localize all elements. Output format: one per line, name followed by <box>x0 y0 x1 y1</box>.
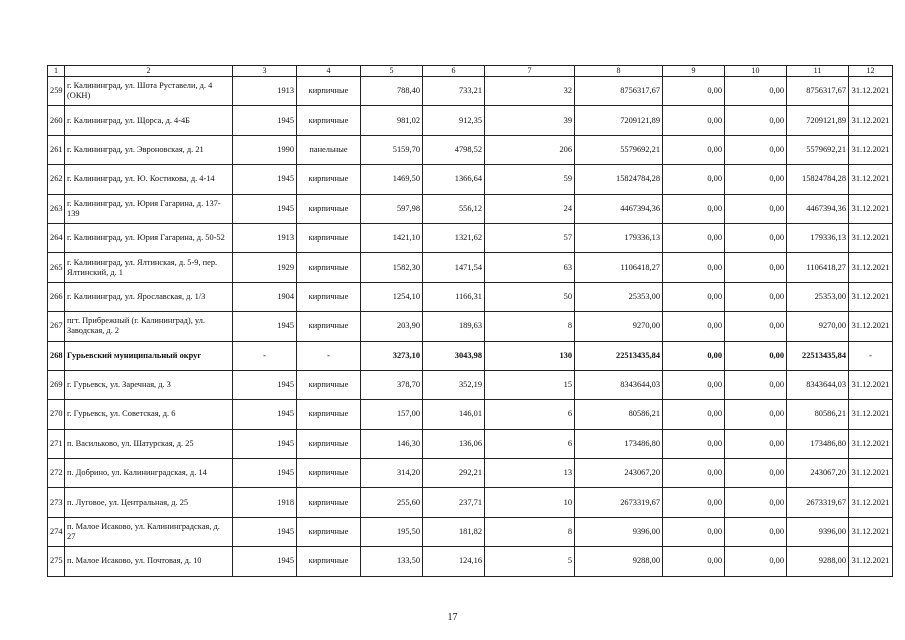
deadline-date-cell: 31.12.2021 <box>849 400 893 429</box>
living-area-cell: 556,12 <box>423 194 485 223</box>
year-cell: 1945 <box>233 547 297 576</box>
residents-count-cell: 50 <box>485 282 575 311</box>
address-cell: г. Калининград, ул. Щорса, д. 4-4Б <box>65 106 233 135</box>
residents-count-cell: 206 <box>485 135 575 164</box>
column-number-5: 5 <box>361 66 423 77</box>
cost-col9-cell: 0,00 <box>663 459 725 488</box>
year-cell: 1945 <box>233 165 297 194</box>
cost-col11-cell: 173486,80 <box>787 429 849 458</box>
deadline-date-cell: 31.12.2021 <box>849 517 893 546</box>
cost-col11-cell: 2673319,67 <box>787 488 849 517</box>
row-number: 264 <box>48 223 65 252</box>
row-number: 272 <box>48 459 65 488</box>
cost-col11-cell: 179336,13 <box>787 223 849 252</box>
wall-material-cell: кирпичные <box>297 429 361 458</box>
address-cell: пгт. Прибрежный (г. Калининград), ул. Заводская, д. 2 <box>65 312 233 341</box>
address-cell: г. Калининград, ул. Юрия Гагарина, д. 50-52 <box>65 223 233 252</box>
residents-count-cell: 130 <box>485 341 575 370</box>
living-area-cell: 352,19 <box>423 370 485 399</box>
wall-material-cell: кирпичные <box>297 400 361 429</box>
year-cell: 1945 <box>233 429 297 458</box>
wall-material-cell: кирпичные <box>297 194 361 223</box>
wall-material-cell: кирпичные <box>297 547 361 576</box>
deadline-date-cell: 31.12.2021 <box>849 488 893 517</box>
table-row <box>48 253 893 282</box>
cost-col9-cell: 0,00 <box>663 77 725 106</box>
living-area-cell: 181,82 <box>423 517 485 546</box>
wall-material-cell: кирпичные <box>297 517 361 546</box>
address-cell: г. Калининград, ул. Юрия Гагарина, д. 137-139 <box>65 194 233 223</box>
cost-col9-cell: 0,00 <box>663 312 725 341</box>
year-cell: 1945 <box>233 312 297 341</box>
row-number: 261 <box>48 135 65 164</box>
living-area-cell: 189,63 <box>423 312 485 341</box>
table-row <box>48 370 893 399</box>
column-number-11: 11 <box>787 66 849 77</box>
address-cell: Гурьевский муниципальный округ <box>65 341 233 370</box>
cost-col10-cell: 0,00 <box>725 341 787 370</box>
row-number: 267 <box>48 312 65 341</box>
address-cell: г. Гурьевск, ул. Заречная, д. 3 <box>65 370 233 399</box>
year-cell: 1929 <box>233 253 297 282</box>
row-number: 270 <box>48 400 65 429</box>
row-number: 269 <box>48 370 65 399</box>
deadline-date-cell: 31.12.2021 <box>849 370 893 399</box>
row-number: 262 <box>48 165 65 194</box>
cost-col9-cell: 0,00 <box>663 282 725 311</box>
cost-col11-cell: 9396,00 <box>787 517 849 546</box>
cost-col11-cell: 25353,00 <box>787 282 849 311</box>
cost-col10-cell: 0,00 <box>725 106 787 135</box>
row-number: 259 <box>48 77 65 106</box>
cost-col10-cell: 0,00 <box>725 429 787 458</box>
wall-material-cell: кирпичные <box>297 77 361 106</box>
cost-col9-cell: 0,00 <box>663 135 725 164</box>
column-number-10: 10 <box>725 66 787 77</box>
row-number: 271 <box>48 429 65 458</box>
residents-count-cell: 15 <box>485 370 575 399</box>
residents-count-cell: 63 <box>485 253 575 282</box>
cost-col9-cell: 0,00 <box>663 106 725 135</box>
residents-count-cell: 10 <box>485 488 575 517</box>
table-row <box>48 517 893 546</box>
row-number: 265 <box>48 253 65 282</box>
wall-material-cell: панельные <box>297 135 361 164</box>
page-number: 17 <box>447 612 458 623</box>
cost-col9-cell: 0,00 <box>663 223 725 252</box>
living-area-cell: 4798,52 <box>423 135 485 164</box>
wall-material-cell: кирпичные <box>297 370 361 399</box>
total-area-cell: 597,98 <box>361 194 423 223</box>
cost-total-cell: 15824784,28 <box>575 165 663 194</box>
cost-col10-cell: 0,00 <box>725 135 787 164</box>
cost-col11-cell: 80586,21 <box>787 400 849 429</box>
deadline-date-cell: 31.12.2021 <box>849 194 893 223</box>
total-area-cell: 1582,30 <box>361 253 423 282</box>
cost-total-cell: 8756317,67 <box>575 77 663 106</box>
cost-col9-cell: 0,00 <box>663 165 725 194</box>
total-area-cell: 5159,70 <box>361 135 423 164</box>
address-cell: п. Добрино, ул. Калининградская, д. 14 <box>65 459 233 488</box>
address-cell: п. Васильково, ул. Шатурская, д. 25 <box>65 429 233 458</box>
cost-col11-cell: 5579692,21 <box>787 135 849 164</box>
row-number: 266 <box>48 282 65 311</box>
cost-col10-cell: 0,00 <box>725 77 787 106</box>
living-area-cell: 1166,31 <box>423 282 485 311</box>
cost-col11-cell: 15824784,28 <box>787 165 849 194</box>
wall-material-cell: кирпичные <box>297 106 361 135</box>
total-area-cell: 146,30 <box>361 429 423 458</box>
cost-col10-cell: 0,00 <box>725 165 787 194</box>
total-area-cell: 255,60 <box>361 488 423 517</box>
cost-col10-cell: 0,00 <box>725 400 787 429</box>
residents-count-cell: 59 <box>485 165 575 194</box>
year-cell: - <box>233 341 297 370</box>
cost-col9-cell: 0,00 <box>663 429 725 458</box>
cost-total-cell: 173486,80 <box>575 429 663 458</box>
cost-col10-cell: 0,00 <box>725 488 787 517</box>
deadline-date-cell: 31.12.2021 <box>849 282 893 311</box>
deadline-date-cell: 31.12.2021 <box>849 253 893 282</box>
living-area-cell: 136,06 <box>423 429 485 458</box>
cost-col11-cell: 8756317,67 <box>787 77 849 106</box>
table-body <box>48 66 893 577</box>
wall-material-cell: - <box>297 341 361 370</box>
row-number: 274 <box>48 517 65 546</box>
total-area-cell: 1254,10 <box>361 282 423 311</box>
address-cell: г. Калининград, ул. Шота Руставели, д. 4 (ОКН) <box>65 77 233 106</box>
address-cell: г. Калининград, ул. Ялтинская, д. 5-9, пер. Ялтинский, д. 1 <box>65 253 233 282</box>
table-row <box>48 223 893 252</box>
table-row <box>48 547 893 576</box>
cost-total-cell: 25353,00 <box>575 282 663 311</box>
cost-total-cell: 9270,00 <box>575 312 663 341</box>
total-area-cell: 788,40 <box>361 77 423 106</box>
cost-total-cell: 1106418,27 <box>575 253 663 282</box>
wall-material-cell: кирпичные <box>297 253 361 282</box>
deadline-date-cell: 31.12.2021 <box>849 135 893 164</box>
cost-col11-cell: 8343644,03 <box>787 370 849 399</box>
residents-count-cell: 24 <box>485 194 575 223</box>
column-number-7: 7 <box>485 66 575 77</box>
residents-count-cell: 6 <box>485 429 575 458</box>
cost-col11-cell: 4467394,36 <box>787 194 849 223</box>
column-number-12: 12 <box>849 66 893 77</box>
table-row <box>48 165 893 194</box>
cost-col11-cell: 243067,20 <box>787 459 849 488</box>
cost-total-cell: 9396,00 <box>575 517 663 546</box>
year-cell: 1913 <box>233 77 297 106</box>
deadline-date-cell: 31.12.2021 <box>849 223 893 252</box>
living-area-cell: 124,16 <box>423 547 485 576</box>
address-cell: п. Малое Исаково, ул. Почтовая, д. 10 <box>65 547 233 576</box>
column-number-9: 9 <box>663 66 725 77</box>
total-area-cell: 1469,50 <box>361 165 423 194</box>
table-row <box>48 488 893 517</box>
table-row <box>48 400 893 429</box>
year-cell: 1945 <box>233 194 297 223</box>
year-cell: 1913 <box>233 223 297 252</box>
year-cell: 1945 <box>233 106 297 135</box>
cost-col9-cell: 0,00 <box>663 488 725 517</box>
cost-total-cell: 80586,21 <box>575 400 663 429</box>
wall-material-cell: кирпичные <box>297 165 361 194</box>
table-row <box>48 106 893 135</box>
deadline-date-cell: 31.12.2021 <box>849 547 893 576</box>
cost-col9-cell: 0,00 <box>663 253 725 282</box>
total-area-cell: 1421,10 <box>361 223 423 252</box>
deadline-date-cell: 31.12.2021 <box>849 106 893 135</box>
row-number: 268 <box>48 341 65 370</box>
column-number-row <box>48 66 893 77</box>
cost-col9-cell: 0,00 <box>663 400 725 429</box>
cost-col9-cell: 0,00 <box>663 547 725 576</box>
table-row <box>48 459 893 488</box>
total-area-cell: 133,50 <box>361 547 423 576</box>
year-cell: 1990 <box>233 135 297 164</box>
deadline-date-cell: - <box>849 341 893 370</box>
cost-col11-cell: 1106418,27 <box>787 253 849 282</box>
year-cell: 1904 <box>233 282 297 311</box>
living-area-cell: 1366,64 <box>423 165 485 194</box>
cost-total-cell: 7209121,89 <box>575 106 663 135</box>
cost-col10-cell: 0,00 <box>725 312 787 341</box>
residents-count-cell: 32 <box>485 77 575 106</box>
table-row <box>48 194 893 223</box>
deadline-date-cell: 31.12.2021 <box>849 312 893 341</box>
residents-count-cell: 39 <box>485 106 575 135</box>
residents-count-cell: 8 <box>485 312 575 341</box>
address-cell: г. Калининград, ул. Ю. Костикова, д. 4-14 <box>65 165 233 194</box>
table-row <box>48 429 893 458</box>
living-area-cell: 237,71 <box>423 488 485 517</box>
address-cell: г. Гурьевск, ул. Советская, д. 6 <box>65 400 233 429</box>
table-row <box>48 312 893 341</box>
table-row <box>48 135 893 164</box>
cost-col10-cell: 0,00 <box>725 517 787 546</box>
cost-col10-cell: 0,00 <box>725 459 787 488</box>
year-cell: 1945 <box>233 400 297 429</box>
year-cell: 1918 <box>233 488 297 517</box>
residents-count-cell: 13 <box>485 459 575 488</box>
deadline-date-cell: 31.12.2021 <box>849 459 893 488</box>
registry-table <box>47 65 893 577</box>
cost-col9-cell: 0,00 <box>663 341 725 370</box>
cost-col11-cell: 9288,00 <box>787 547 849 576</box>
cost-total-cell: 243067,20 <box>575 459 663 488</box>
column-number-3: 3 <box>233 66 297 77</box>
cost-total-cell: 179336,13 <box>575 223 663 252</box>
address-cell: г. Калининград, ул. Эвроновская, д. 21 <box>65 135 233 164</box>
wall-material-cell: кирпичные <box>297 223 361 252</box>
living-area-cell: 1321,62 <box>423 223 485 252</box>
residents-count-cell: 8 <box>485 517 575 546</box>
cost-col9-cell: 0,00 <box>663 370 725 399</box>
cost-total-cell: 22513435,84 <box>575 341 663 370</box>
table-row <box>48 282 893 311</box>
total-area-cell: 378,70 <box>361 370 423 399</box>
column-number-4: 4 <box>297 66 361 77</box>
cost-col10-cell: 0,00 <box>725 282 787 311</box>
row-number: 260 <box>48 106 65 135</box>
total-area-cell: 314,20 <box>361 459 423 488</box>
cost-col11-cell: 22513435,84 <box>787 341 849 370</box>
living-area-cell: 146,01 <box>423 400 485 429</box>
cost-col9-cell: 0,00 <box>663 517 725 546</box>
row-number: 275 <box>48 547 65 576</box>
wall-material-cell: кирпичные <box>297 282 361 311</box>
cost-total-cell: 5579692,21 <box>575 135 663 164</box>
row-number: 273 <box>48 488 65 517</box>
wall-material-cell: кирпичные <box>297 488 361 517</box>
column-number-2: 2 <box>65 66 233 77</box>
year-cell: 1945 <box>233 370 297 399</box>
deadline-date-cell: 31.12.2021 <box>849 77 893 106</box>
living-area-cell: 912,35 <box>423 106 485 135</box>
total-area-cell: 157,00 <box>361 400 423 429</box>
cost-col10-cell: 0,00 <box>725 194 787 223</box>
deadline-date-cell: 31.12.2021 <box>849 165 893 194</box>
living-area-cell: 3043,98 <box>423 341 485 370</box>
cost-col9-cell: 0,00 <box>663 194 725 223</box>
table-row <box>48 77 893 106</box>
year-cell: 1945 <box>233 459 297 488</box>
year-cell: 1945 <box>233 517 297 546</box>
cost-col10-cell: 0,00 <box>725 253 787 282</box>
total-area-cell: 195,50 <box>361 517 423 546</box>
column-number-8: 8 <box>575 66 663 77</box>
row-number: 263 <box>48 194 65 223</box>
cost-total-cell: 8343644,03 <box>575 370 663 399</box>
living-area-cell: 733,21 <box>423 77 485 106</box>
cost-total-cell: 4467394,36 <box>575 194 663 223</box>
residents-count-cell: 57 <box>485 223 575 252</box>
cost-col11-cell: 7209121,89 <box>787 106 849 135</box>
cost-total-cell: 9288,00 <box>575 547 663 576</box>
cost-col11-cell: 9270,00 <box>787 312 849 341</box>
cost-col10-cell: 0,00 <box>725 547 787 576</box>
residents-count-cell: 6 <box>485 400 575 429</box>
total-area-cell: 203,90 <box>361 312 423 341</box>
column-number-1: 1 <box>48 66 65 77</box>
living-area-cell: 1471,54 <box>423 253 485 282</box>
wall-material-cell: кирпичные <box>297 312 361 341</box>
deadline-date-cell: 31.12.2021 <box>849 429 893 458</box>
column-number-6: 6 <box>423 66 485 77</box>
residents-count-cell: 5 <box>485 547 575 576</box>
address-cell: п. Малое Исаково, ул. Калининградская, д. 27 <box>65 517 233 546</box>
living-area-cell: 292,21 <box>423 459 485 488</box>
total-area-cell: 3273,10 <box>361 341 423 370</box>
total-area-cell: 981,02 <box>361 106 423 135</box>
cost-col10-cell: 0,00 <box>725 223 787 252</box>
cost-col10-cell: 0,00 <box>725 370 787 399</box>
address-cell: г. Калининград, ул. Ярославская, д. 1/3 <box>65 282 233 311</box>
wall-material-cell: кирпичные <box>297 459 361 488</box>
address-cell: п. Луговое, ул. Центральная, д. 25 <box>65 488 233 517</box>
cost-total-cell: 2673319,67 <box>575 488 663 517</box>
district-total-row <box>48 341 893 370</box>
